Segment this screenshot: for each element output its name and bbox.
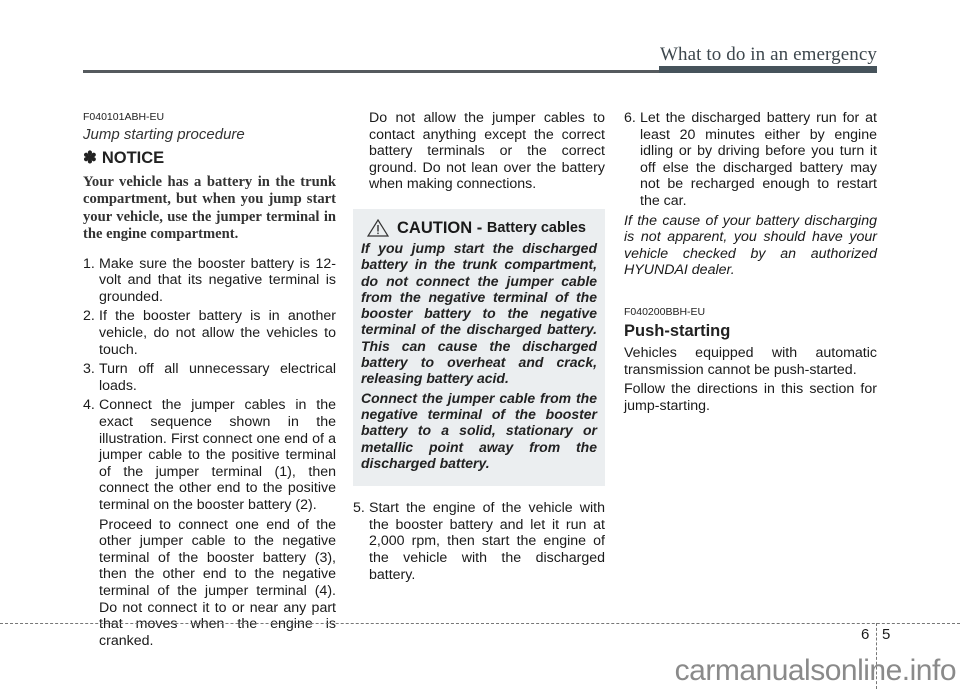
header-bar bbox=[659, 66, 877, 73]
list-item bbox=[83, 361, 336, 394]
list-number: 3. bbox=[83, 361, 95, 378]
asterisk-icon: ✽ bbox=[83, 149, 97, 167]
intro-paragraph: Do not allow the jumper cables to contact anything except the correct battery terminals or the correct ground. Do not lean over the battery when making connections. bbox=[369, 110, 605, 193]
list-number: 4. bbox=[83, 397, 95, 414]
list-item bbox=[353, 500, 605, 583]
list-number: 2. bbox=[83, 308, 95, 325]
notice-body: Your vehicle has a battery in the trunk compartment, but when you jump start your vehicle, use the jumper terminal in the engine compartment. bbox=[83, 174, 336, 243]
page-number: 5 bbox=[882, 626, 891, 643]
footer-divider bbox=[0, 623, 960, 624]
notice-title: NOTICE bbox=[101, 149, 165, 167]
caution-paragraph: If you jump start the discharged battery in the trunk compartment, do not connect the jumper cable from the negative terminal of the booster battery to the negative terminal of the discharged battery. This can cause the discharged battery to overheat and crack, releasing battery acid. bbox=[361, 239, 597, 387]
list-text: Let the discharged battery run for at least 20 minutes either by engine idling or by driving before you turn it off else the discharged battery may not be recharged enough to restart the car. bbox=[640, 110, 877, 209]
caution-heading bbox=[367, 219, 597, 238]
notice-heading bbox=[83, 148, 336, 168]
caution-box bbox=[353, 209, 605, 486]
list-item bbox=[83, 256, 336, 306]
warning-triangle-icon bbox=[367, 219, 389, 237]
caution-paragraph: Connect the jumper cable from the negative terminal of the booster battery to a solid, stationary or metallic point away from the discharged battery. bbox=[361, 389, 597, 471]
list-text: Make sure the booster battery is 12-volt and that its negative terminal is grounded. bbox=[99, 255, 336, 305]
step-continuation: Proceed to connect one end of the other jumper cable to the negative terminal of the booster battery (3), then the other end to the negative terminal of the jumper terminal (4). Do not connect it to or near any part that moves when the engine is cranked. bbox=[99, 516, 336, 649]
header-rule bbox=[83, 70, 663, 73]
reference-code: F040101ABH-EU bbox=[83, 111, 165, 123]
list-text: Turn off all unnecessary electrical loads. bbox=[99, 361, 336, 394]
list-item bbox=[624, 110, 877, 210]
list-text: Start the engine of the vehicle with the booster battery and let it run at 2,000 rpm, then start the engine of the vehicle with the discharged battery. bbox=[369, 500, 605, 583]
paragraph: Vehicles equipped with automatic transmission cannot be push-started. bbox=[624, 344, 877, 378]
section-title: What to do in an emergency bbox=[660, 44, 877, 65]
list-number: 6. bbox=[624, 110, 636, 126]
list-number: 1. bbox=[83, 255, 95, 272]
column-1 bbox=[83, 110, 336, 649]
list-text: If the booster battery is in another vehicle, do not allow the vehicles to touch. bbox=[99, 308, 336, 358]
column-2 bbox=[353, 110, 605, 586]
paragraph: Follow the directions in this section for jump-starting. bbox=[624, 381, 877, 414]
caution-title: CAUTION - bbox=[397, 218, 483, 237]
list-item bbox=[83, 397, 336, 513]
reference-code: F040200BBH-EU bbox=[624, 305, 706, 318]
caution-subtitle: Battery cables bbox=[486, 219, 586, 236]
list-item bbox=[83, 308, 336, 358]
list-number: 5. bbox=[353, 500, 365, 517]
dealer-note: If the cause of your battery discharging is not apparent, you should have your vehicle checked by an authorized HYUNDAI dealer. bbox=[624, 212, 877, 279]
list-text: Connect the jumper cables in the exact sequence shown in the illustration. First connect one end of a jumper cable to the positive terminal of the jumper terminal (1), then connect the other end to the positive terminal on the booster battery (2). bbox=[99, 397, 336, 513]
column-3 bbox=[624, 110, 877, 417]
chapter-number: 6 bbox=[861, 626, 870, 643]
subheading: Jump starting procedure bbox=[83, 126, 245, 143]
watermark: carmanualsonline.info bbox=[674, 654, 956, 687]
section-heading: Push-starting bbox=[624, 321, 731, 340]
